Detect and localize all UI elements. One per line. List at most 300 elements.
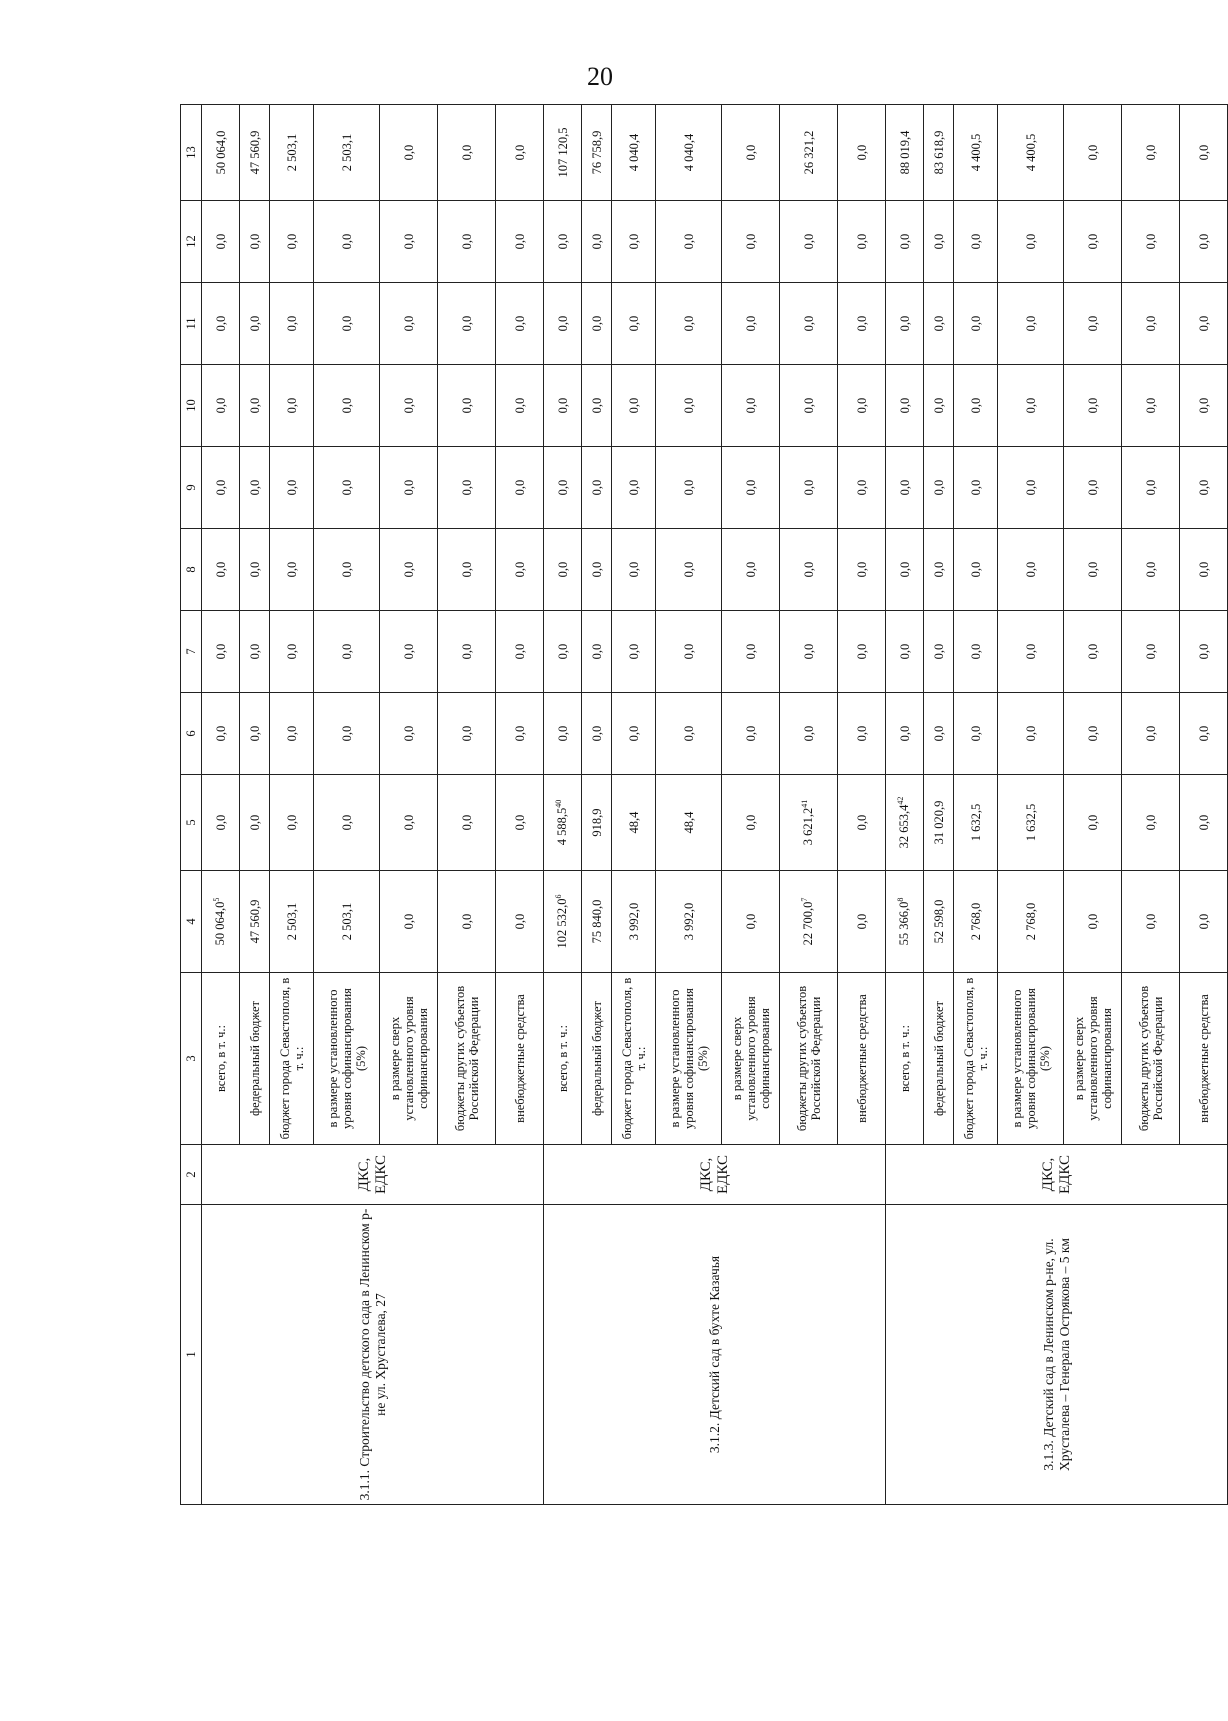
value-cell [924,693,954,775]
value-cell [722,529,780,611]
page-number: 20 [587,62,613,91]
value-cell [240,693,270,775]
value: 0,0 [854,643,869,660]
value: 0,0 [459,913,474,930]
value: 0,0 [401,913,416,930]
value-cell [270,105,314,201]
value-cell [496,529,544,611]
value-cell [886,529,924,611]
value: 0,0 [854,233,869,250]
value-cell [544,871,582,973]
value-cell [612,529,656,611]
value: 75 840,0 [589,899,604,944]
value: 0,0 [339,814,354,831]
value: 22 700,0 [801,901,816,946]
value-cell [202,693,240,775]
value: 3 621,2 [801,807,816,846]
value: 2 503,1 [284,902,299,941]
value: 0,0 [247,561,262,578]
value: 0,0 [459,233,474,250]
value-cell [202,201,240,283]
value: 0,0 [743,233,758,250]
value-cell [838,201,886,283]
footnote-ref: 42 [896,796,906,805]
executor: ДКС, ЕДКС [886,1145,1228,1205]
value-cell [270,201,314,283]
value: 2 503,1 [339,133,354,172]
value-cell [1180,775,1228,871]
value-cell [270,283,314,365]
value: 0,0 [459,144,474,161]
value-cell [612,611,656,693]
value-cell [838,447,886,529]
value-cell [544,365,582,447]
value-cell [582,447,612,529]
value: 0,0 [339,479,354,496]
value-cell [202,529,240,611]
value-cell [886,693,924,775]
value-cell [612,201,656,283]
funding-source: в размере установленного уровня софинансирования (5%) [656,973,722,1145]
value: 0,0 [284,397,299,414]
value-cell [954,693,998,775]
executor: ДКС, ЕДКС [202,1145,544,1205]
value-cell [656,693,722,775]
value: 0,0 [801,397,816,414]
value: 0,0 [339,233,354,250]
value: 0,0 [284,814,299,831]
value-cell [612,775,656,871]
value-cell [582,529,612,611]
value: 0,0 [512,814,527,831]
value: 0,0 [1143,561,1158,578]
value-cell [998,447,1064,529]
value: 0,0 [213,725,228,742]
header-cell: 9 [181,447,202,529]
value: 88 019,4 [897,130,912,175]
header-cell: 7 [181,611,202,693]
value: 0,0 [284,725,299,742]
value-cell [240,365,270,447]
value-cell [612,365,656,447]
value: 102 532,0 [555,898,570,949]
value: 0,0 [681,561,696,578]
value: 0,0 [1023,233,1038,250]
value-cell [582,365,612,447]
value-cell [886,365,924,447]
value: 0,0 [589,561,604,578]
value: 0,0 [626,561,641,578]
value: 2 503,1 [284,133,299,172]
value: 0,0 [555,643,570,660]
value-cell [780,365,838,447]
value-cell [240,283,270,365]
value-cell [544,283,582,365]
value-cell [780,105,838,201]
value-cell [998,365,1064,447]
value: 0,0 [459,814,474,831]
value-cell [1122,871,1180,973]
value: 0,0 [1196,814,1211,831]
value-cell [998,871,1064,973]
funding-source: всего, в т. ч.: [886,973,924,1145]
value: 0,0 [897,397,912,414]
value: 0,0 [1196,397,1211,414]
value-cell [722,693,780,775]
value: 0,0 [743,913,758,930]
value: 0,0 [1085,233,1100,250]
header-row [181,105,202,1505]
value-cell [780,201,838,283]
funding-source: бюджет города Севастополя, в т. ч.: [270,973,314,1145]
value-cell [998,201,1064,283]
value: 0,0 [931,233,946,250]
value-cell [240,775,270,871]
value-cell [656,201,722,283]
value-cell [438,693,496,775]
value: 0,0 [284,561,299,578]
value-cell [924,283,954,365]
value: 0,0 [247,725,262,742]
value-cell [838,365,886,447]
value: 47 560,9 [247,130,262,175]
value-cell [998,529,1064,611]
value-cell [1180,105,1228,201]
value: 0,0 [512,913,527,930]
value-cell [1064,365,1122,447]
value: 0,0 [626,643,641,660]
value-cell [380,529,438,611]
value: 0,0 [459,561,474,578]
value: 0,0 [931,397,946,414]
value-cell [1180,283,1228,365]
object-name: 3.1.3. Детский сад в Ленинском р-не, ул. Хрусталева – Генерала Острякова – 5 км [886,1205,1228,1505]
value: 0,0 [401,643,416,660]
value-cell [438,529,496,611]
value: 0,0 [247,315,262,332]
value-cell [838,871,886,973]
value: 0,0 [897,643,912,660]
value-cell [780,611,838,693]
value-cell [1122,283,1180,365]
value-cell [202,283,240,365]
funding-source: в размере сверх установленного уровня софинансирования [1064,973,1122,1145]
value-cell [780,447,838,529]
footnote-ref: 41 [800,799,810,808]
value: 0,0 [897,315,912,332]
value-cell [998,775,1064,871]
value: 0,0 [854,814,869,831]
value: 4 040,4 [681,133,696,172]
value-cell [954,365,998,447]
value-cell [314,447,380,529]
value: 0,0 [401,397,416,414]
value: 0,0 [555,315,570,332]
value-cell [998,693,1064,775]
value-cell [1122,611,1180,693]
value: 0,0 [555,561,570,578]
value-cell [496,365,544,447]
value: 0,0 [931,315,946,332]
value-cell [544,693,582,775]
value-cell [380,693,438,775]
value: 0,0 [247,643,262,660]
header-cell: 4 [181,871,202,973]
value: 0,0 [1143,144,1158,161]
value: 0,0 [589,315,604,332]
value: 0,0 [1085,315,1100,332]
header-cell: 5 [181,775,202,871]
value: 0,0 [284,479,299,496]
value: 0,0 [339,315,354,332]
value-cell [1122,447,1180,529]
value: 107 120,5 [555,127,570,178]
value: 0,0 [1196,144,1211,161]
value: 47 560,9 [247,899,262,944]
value: 0,0 [1085,814,1100,831]
value: 0,0 [743,144,758,161]
value-cell [496,105,544,201]
value-cell [838,775,886,871]
value: 0,0 [284,315,299,332]
funding-source: всего, в т. ч.: [544,973,582,1145]
value: 4 400,5 [968,133,983,172]
value-cell [612,447,656,529]
footnote-ref: 5 [212,897,222,902]
value: 0,0 [401,144,416,161]
value-cell [582,105,612,201]
value: 0,0 [401,561,416,578]
value: 0,0 [1143,315,1158,332]
value: 0,0 [555,233,570,250]
value-cell [270,447,314,529]
value-cell [998,283,1064,365]
value: 0,0 [968,397,983,414]
value: 0,0 [512,479,527,496]
value-cell [240,529,270,611]
funding-source: федеральный бюджет [924,973,954,1145]
value-cell [380,201,438,283]
value: 0,0 [1085,643,1100,660]
value: 0,0 [1085,725,1100,742]
value: 0,0 [931,643,946,660]
value-cell [924,365,954,447]
funding-source: в размере сверх установленного уровня софинансирования [722,973,780,1145]
value-cell [838,529,886,611]
value: 0,0 [512,643,527,660]
value: 0,0 [801,561,816,578]
value-cell [240,201,270,283]
value-cell [998,105,1064,201]
value-cell [270,693,314,775]
value-cell [380,775,438,871]
object-name: 3.1.1. Строительство детского сада в Ленинском р-не ул. Хрусталева, 27 [202,1205,544,1505]
value: 0,0 [401,233,416,250]
value-cell [1122,529,1180,611]
value-cell [722,201,780,283]
value: 0,0 [854,315,869,332]
footnote-ref: 6 [554,894,564,899]
value: 1 632,5 [1023,803,1038,842]
value-cell [1064,447,1122,529]
value: 0,0 [589,725,604,742]
value-cell [496,775,544,871]
value-cell [496,693,544,775]
value-cell [496,201,544,283]
value-cell [722,447,780,529]
value-cell [314,105,380,201]
value: 0,0 [213,561,228,578]
value: 0,0 [1085,479,1100,496]
value-cell [438,283,496,365]
value-cell [202,871,240,973]
value-cell [582,693,612,775]
value-cell [780,871,838,973]
value-cell [1122,201,1180,283]
value: 0,0 [681,397,696,414]
value-cell [838,611,886,693]
funding-source: федеральный бюджет [582,973,612,1145]
value: 0,0 [1143,479,1158,496]
value: 0,0 [743,479,758,496]
value-cell [998,611,1064,693]
value-cell [924,611,954,693]
value: 26 321,2 [801,130,816,175]
value: 0,0 [555,397,570,414]
header-cell: 13 [181,105,202,201]
value: 0,0 [1143,233,1158,250]
value-cell [1064,283,1122,365]
value-cell [582,871,612,973]
value-cell [380,447,438,529]
value: 0,0 [1196,561,1211,578]
funding-source: в размере установленного уровня софинансирования (5%) [314,973,380,1145]
footnote-ref: 40 [554,799,564,808]
value: 0,0 [1023,561,1038,578]
object-name: 3.1.2. Детский сад в бухте Казачья [544,1205,886,1505]
value: 0,0 [626,397,641,414]
value: 0,0 [931,725,946,742]
value-cell [780,775,838,871]
value-cell [1122,365,1180,447]
value-cell [240,105,270,201]
value-cell [202,365,240,447]
value-cell [438,775,496,871]
value-cell [270,775,314,871]
value: 1 632,5 [968,803,983,842]
value: 0,0 [401,315,416,332]
value: 0,0 [512,233,527,250]
value: 2 768,0 [1023,902,1038,941]
value-cell [722,105,780,201]
value-cell [1180,693,1228,775]
funding-source: внебюджетные средства [1180,973,1228,1145]
funding-source: бюджет города Севастополя, в т. ч.: [954,973,998,1145]
executor: ДКС, ЕДКС [544,1145,886,1205]
value-cell [1180,871,1228,973]
value: 0,0 [459,725,474,742]
value: 31 020,9 [931,800,946,845]
value-cell [314,283,380,365]
value: 0,0 [284,233,299,250]
value: 0,0 [247,397,262,414]
value: 0,0 [801,315,816,332]
value: 0,0 [1023,643,1038,660]
funding-source: внебюджетные средства [838,973,886,1145]
funding-source: федеральный бюджет [240,973,270,1145]
value: 3 992,0 [681,902,696,941]
value: 0,0 [1143,725,1158,742]
funding-source: в размере установленного уровня софинансирования (5%) [998,973,1064,1145]
value-cell [954,611,998,693]
value: 0,0 [589,643,604,660]
value: 4 040,4 [626,133,641,172]
value-cell [612,693,656,775]
value-cell [438,447,496,529]
value-cell [924,447,954,529]
value-cell [1122,775,1180,871]
value-cell [656,365,722,447]
value: 0,0 [512,561,527,578]
value-cell [1064,105,1122,201]
value: 2 503,1 [339,902,354,941]
value: 0,0 [401,814,416,831]
value-cell [1064,693,1122,775]
value-cell [314,365,380,447]
value-cell [924,201,954,283]
value-cell [656,447,722,529]
value: 0,0 [854,725,869,742]
value-cell [656,611,722,693]
value-cell [202,611,240,693]
value-cell [954,529,998,611]
value: 0,0 [1196,725,1211,742]
value-cell [314,775,380,871]
value: 0,0 [213,233,228,250]
value-cell [544,611,582,693]
funding-source: бюджеты других субъектов Российской Федерации [1122,973,1180,1145]
value-cell [380,365,438,447]
value: 0,0 [1085,397,1100,414]
value-cell [270,365,314,447]
value-cell [544,447,582,529]
value-cell [954,775,998,871]
value-cell [1064,775,1122,871]
header-cell: 1 [181,1205,202,1505]
value: 0,0 [743,397,758,414]
value-cell [438,871,496,973]
value: 0,0 [589,397,604,414]
value: 3 992,0 [626,902,641,941]
value-cell [656,283,722,365]
value-cell [656,871,722,973]
value: 918,9 [589,808,604,837]
value-cell [780,693,838,775]
value-cell [438,365,496,447]
value-cell [656,529,722,611]
footnote-ref: 7 [800,897,810,902]
value-cell [438,611,496,693]
value-cell [722,611,780,693]
value-cell [656,105,722,201]
value: 0,0 [512,315,527,332]
value-cell [722,871,780,973]
value: 32 653,4 [897,804,912,849]
value-cell [496,447,544,529]
value: 0,0 [801,233,816,250]
header-cell: 12 [181,201,202,283]
value-cell [1180,365,1228,447]
